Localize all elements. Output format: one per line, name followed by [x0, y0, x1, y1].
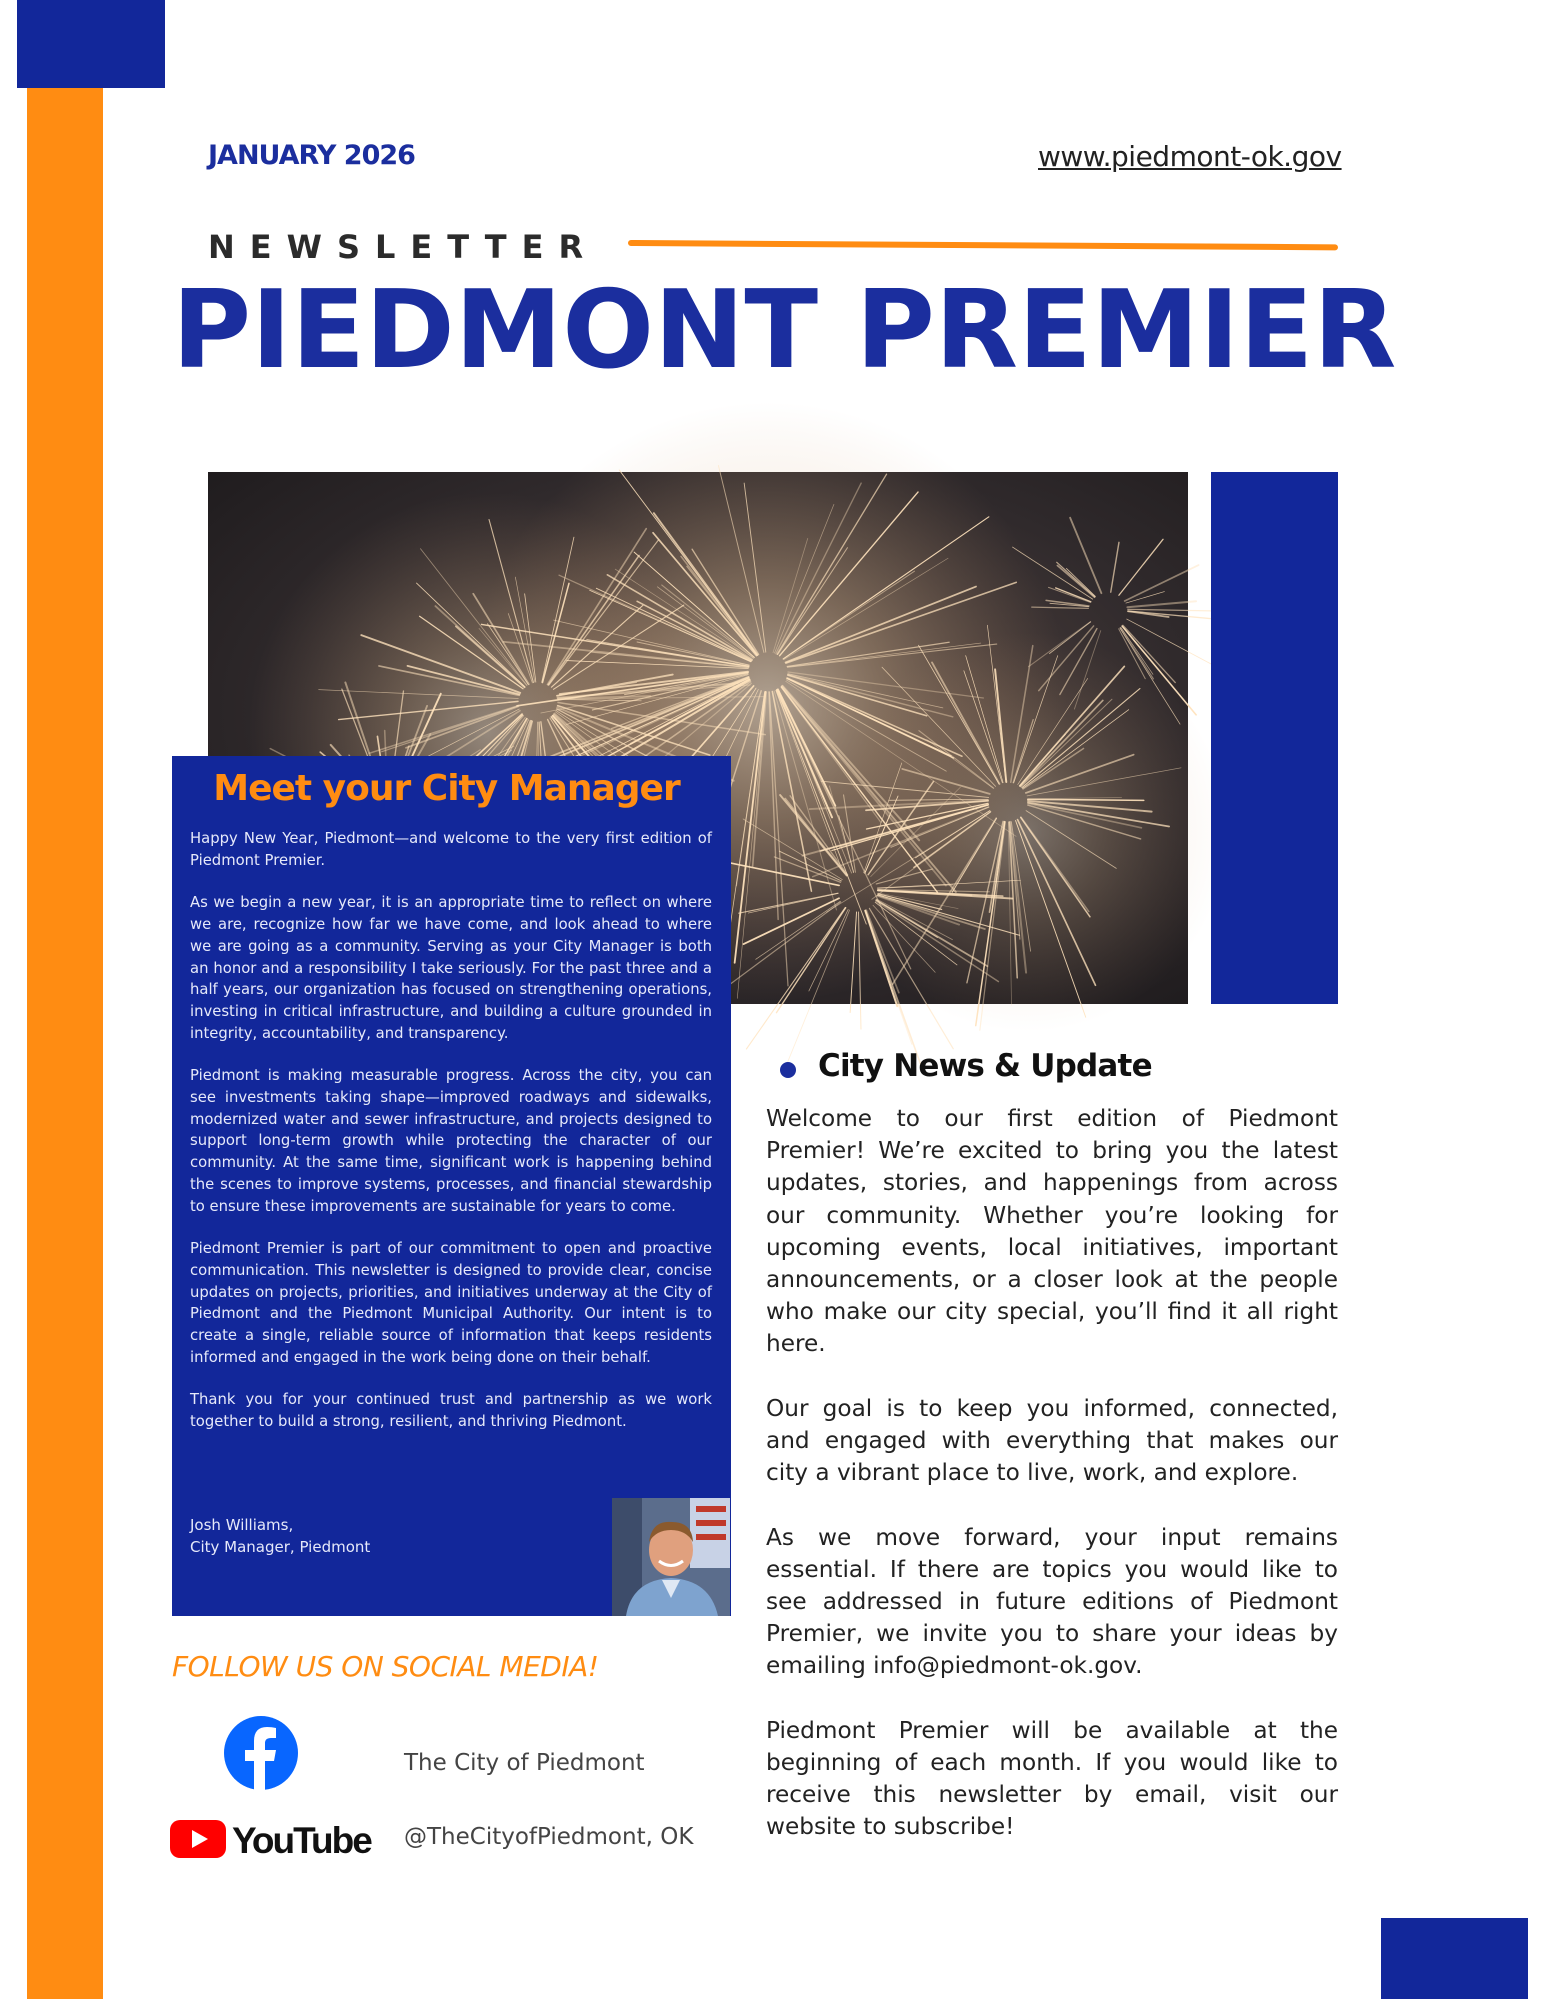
signature: [190, 1515, 370, 1558]
city-manager-letter: [190, 828, 712, 1454]
city-news-article: [766, 1103, 1338, 1876]
issue-date: JANUARY 2026: [208, 140, 415, 171]
facebook-handle[interactable]: The City of Piedmont: [404, 1750, 645, 1776]
letter-paragraph: As we begin a new year, it is an appropriate time to reflect on where we are, recognize how far we have come, and look ahead to where we are going as a community. Serving as your City Manager is both an honor and a responsibility I take seriously. For the past three and a half years, our organization has focused on strengthening operations, investing in critical infrastructure, and building a culture grounded in integrity, accountability, and transparency.: [190, 894, 712, 1042]
bullet-icon: [780, 1062, 796, 1078]
signature-name: Josh Williams,: [190, 1516, 294, 1534]
corner-block-top: [17, 0, 165, 88]
letter-paragraph: Piedmont Premier is part of our commitment to open and proactive communication. This newsletter is designed to provide clear, concise updates on projects, priorities, and initiatives underway at the City of Piedmont and the Piedmont Municipal Authority. Our intent is to create a single, reliable source of information that keeps residents informed and engaged in the work being done on their behalf.: [190, 1240, 712, 1366]
city-manager-heading: Meet your City Manager: [213, 768, 680, 809]
news-paragraph: As we move forward, your input remains essential. If there are topics you would like to see addressed in future editions of Piedmont Premier, we invite you to share your ideas by emailing info@piedmont-ok.gov.: [766, 1523, 1338, 1680]
letter-paragraph: Happy New Year, Piedmont—and welcome to the very first edition of Piedmont Premier.: [190, 830, 712, 869]
facebook-icon[interactable]: [224, 1716, 298, 1790]
news-paragraph: Piedmont Premier will be available at the beginning of each month. If you would like to receive this newsletter by email, visit our website to subscribe!: [766, 1716, 1338, 1841]
header-accent-line: [628, 240, 1338, 250]
newsletter-label: NEWSLETTER: [208, 228, 599, 266]
photo-side-panel: [1211, 472, 1338, 1004]
news-paragraph: Welcome to our first edition of Piedmont Premier! We’re excited to bring you the latest updates, stories, and happenings from across our community. Whether you’re looking for upcoming events, local initiatives, important announcements, or a closer look at the people who make our city special, you’ll find it all right here.: [766, 1105, 1338, 1358]
news-paragraph: Our goal is to keep you informed, connected, and engaged with everything that makes our city a vibrant place to live, work, and explore.: [766, 1394, 1338, 1487]
corner-block-bottom: [1381, 1918, 1528, 1999]
website-link[interactable]: www.piedmont-ok.gov: [1038, 140, 1342, 173]
social-heading: FOLLOW US ON SOCIAL MEDIA!: [172, 1650, 599, 1683]
youtube-wordmark: YouTube: [232, 1820, 371, 1861]
youtube-handle[interactable]: @TheCityofPiedmont, OK: [404, 1824, 694, 1850]
youtube-icon[interactable]: [170, 1816, 371, 1861]
orange-side-bar: [27, 88, 103, 1999]
signature-title: City Manager, Piedmont: [190, 1537, 371, 1556]
city-news-heading: City News & Update: [818, 1048, 1152, 1084]
letter-paragraph: Piedmont is making measurable progress. Across the city, you can see investments taking shape—improved roadways and sidewalks, modernized water and sewer infrastructure, and projects designed to support long-term growth while protecting the character of our community. At the same time, significant work is happening behind the scenes to improve systems, processes, and financial stewardship to ensure these improvements are sustainable for years to come.: [190, 1067, 712, 1215]
page-title: PIEDMONT PREMIER: [172, 268, 1397, 393]
avatar: [612, 1498, 730, 1616]
letter-paragraph: Thank you for your continued trust and partnership as we work together to build a strong, resilient, and thriving Piedmont.: [190, 1391, 712, 1431]
